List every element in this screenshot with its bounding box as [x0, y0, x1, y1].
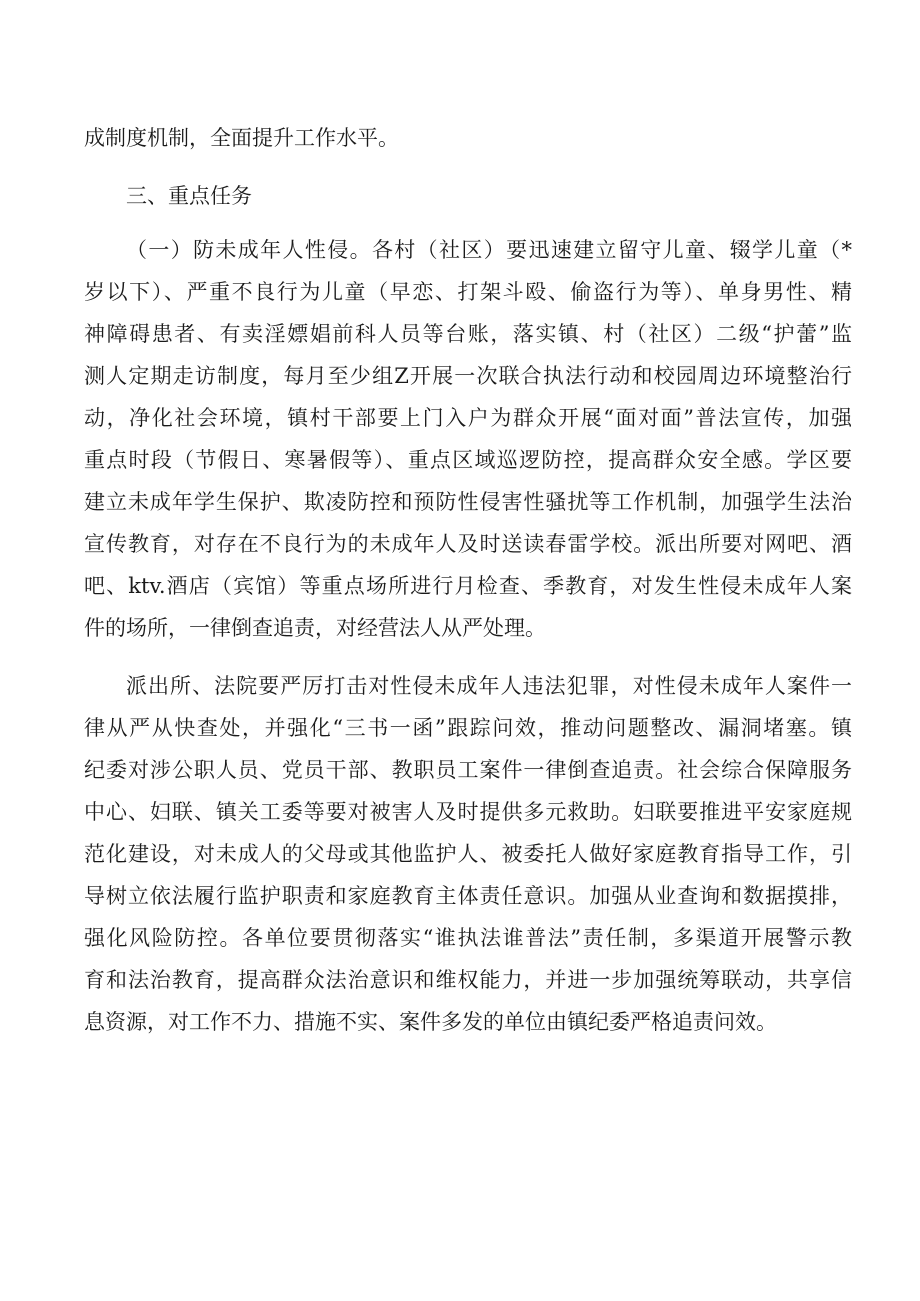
paragraph-1-line-1: （一）防未成年人性侵。各村（社区）要迅速建立留守儿童、辍学儿童（*	[126, 238, 852, 262]
paragraph-2-line-6: 导树立依法履行监护职责和家庭教育主体责任意识。加强从业查询和数据摸排，	[84, 884, 852, 908]
paragraph-2-line-9: 息资源，对工作不力、措施不实、案件多发的单位由镇纪委严格追责问效。	[84, 1010, 777, 1034]
paragraph-1-line-8: 宣传教育，对存在不良行为的未成年人及时送读春雷学校。派出所要对网吧、酒	[84, 532, 852, 556]
paragraph-2-line-4: 中心、妇联、镇关工委等要对被害人及时提供多元救助。妇联要推进平安家庭规	[84, 800, 852, 824]
paragraph-2-line-5: 范化建设，对未成人的父母或其他监护人、被委托人做好家庭教育指导工作，引	[84, 842, 852, 866]
paragraph-1-line-10: 件的场所，一律倒查追责，对经营法人从严处理。	[84, 616, 546, 640]
section-heading: 三、重点任务	[126, 184, 252, 208]
paragraph-2-line-8: 育和法治教育，提高群众法治意识和维权能力，并进一步加强统筹联动，共享信	[84, 968, 852, 992]
paragraph-2-line-1: 派出所、法院要严厉打击对性侵未成年人违法犯罪，对性侵未成年人案件一	[126, 674, 852, 698]
paragraph-1-line-3: 神障碍患者、有卖淫嫖娼前科人员等台账，落实镇、村（社区）二级“护蕾”监	[84, 322, 852, 346]
paragraph-1-line-7: 建立未成年学生保护、欺凌防控和预防性侵害性骚扰等工作机制，加强学生法治	[84, 490, 852, 514]
paragraph-1-line-4: 测人定期走访制度，每月至少组Z开展一次联合执法行动和校园周边环境整治行	[84, 364, 852, 388]
paragraph-2-line-3: 纪委对涉公职人员、党员干部、教职员工案件一律倒查追责。社会综合保障服务	[84, 758, 852, 782]
paragraph-1-line-9: 吧、ktv.酒店（宾馆）等重点场所进行月检查、季教育，对发生性侵未成年人案	[84, 574, 852, 598]
paragraph-1-line-2: 岁以下）、严重不良行为儿童（早恋、打架斗殴、偷盗行为等）、单身男性、精	[84, 280, 852, 304]
text-line-intro-end: 成制度机制，全面提升工作水平。	[84, 126, 399, 150]
paragraph-2-line-2: 律从严从快查处，并强化“三书一函”跟踪问效，推动问题整改、漏洞堵塞。镇	[84, 716, 852, 740]
paragraph-1-line-6: 重点时段（节假日、寒暑假等）、重点区域巡逻防控，提高群众安全感。学区要	[84, 448, 852, 472]
paragraph-1-line-5: 动，净化社会环境，镇村干部要上门入户为群众开展“面对面”普法宣传，加强	[84, 406, 852, 430]
paragraph-2-line-7: 强化风险防控。各单位要贯彻落实“谁执法谁普法”责任制，多渠道开展警示教	[84, 926, 852, 950]
